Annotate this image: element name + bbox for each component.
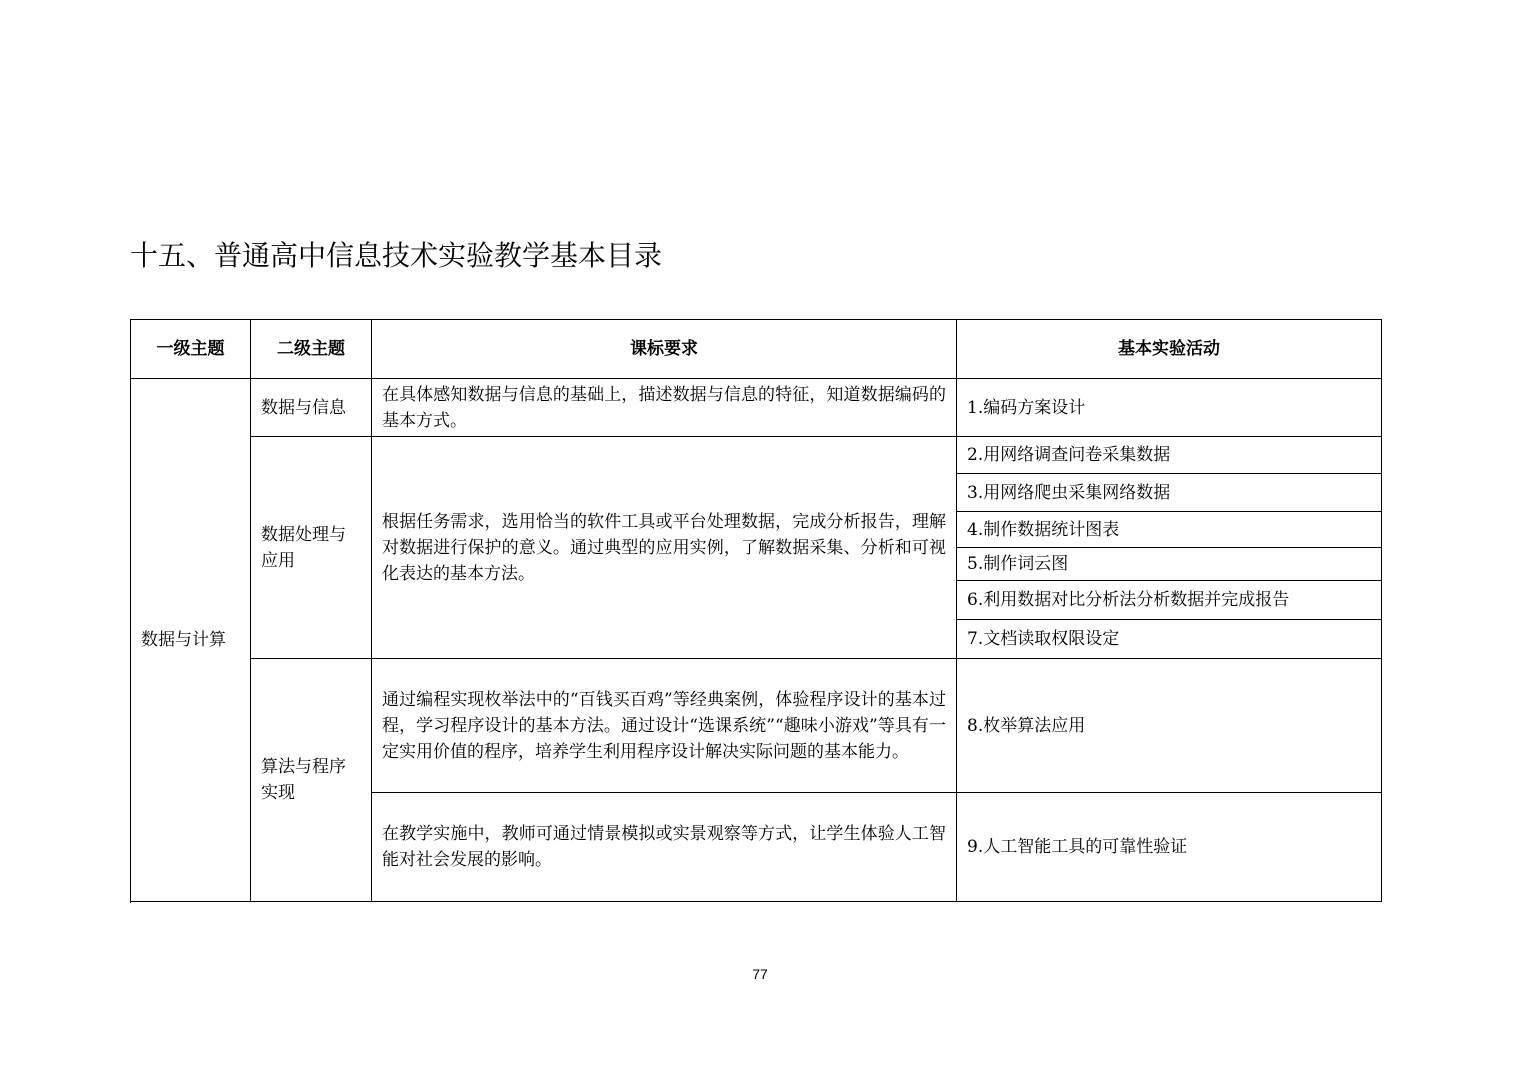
header-requirement: 课标要求: [372, 320, 957, 379]
table-row: [131, 437, 1382, 474]
page-title: 十五、普通高中信息技术实验教学基本目录: [130, 239, 663, 272]
table-row: [131, 379, 1382, 437]
activity-cell: 1.编码方案设计: [957, 379, 1382, 437]
header-topic2: 二级主题: [251, 320, 372, 379]
activity-cell: 4.制作数据统计图表: [957, 512, 1382, 548]
experiment-catalog-table: [130, 319, 1382, 902]
requirement-cell: 在具体感知数据与信息的基础上，描述数据与信息的特征，知道数据编码的基本方式。: [372, 379, 957, 437]
activity-cell: 5.制作词云图: [957, 548, 1382, 581]
topic1-cell: 数据与计算: [131, 379, 251, 902]
topic2-cell: 数据与信息: [251, 379, 372, 437]
requirement-cell: 根据任务需求，选用恰当的软件工具或平台处理数据，完成分析报告，理解对数据进行保护的意义。通过典型的应用实例，了解数据采集、分析和可视化表达的基本方法。: [372, 437, 957, 659]
activity-cell: 3.用网络爬虫采集网络数据: [957, 474, 1382, 512]
table-header-row: [131, 320, 1382, 379]
header-activity: 基本实验活动: [957, 320, 1382, 379]
requirement-cell: 在教学实施中，教师可通过情景模拟或实景观察等方式，让学生体验人工智能对社会发展的影响。: [372, 793, 957, 902]
topic2-cell: 数据处理与应用: [251, 437, 372, 659]
header-topic1: 一级主题: [131, 320, 251, 379]
requirement-cell: 通过编程实现枚举法中的“百钱买百鸡”等经典案例，体验程序设计的基本过程，学习程序设计的基本方法。通过设计“选课系统”“趣味小游戏”等具有一定实用价值的程序，培养学生利用程序设计解决实际问题的基本能力。: [372, 659, 957, 793]
activity-cell: 6.利用数据对比分析法分析数据并完成报告: [957, 581, 1382, 620]
activity-cell: 2.用网络调查问卷采集数据: [957, 437, 1382, 474]
activity-cell: 9.人工智能工具的可靠性验证: [957, 793, 1382, 902]
activity-cell: 7.文档读取权限设定: [957, 620, 1382, 659]
topic2-cell: 算法与程序实现: [251, 659, 372, 902]
page-number: 77: [752, 966, 768, 982]
activity-cell: 8.枚举算法应用: [957, 659, 1382, 793]
table-row: [131, 659, 1382, 793]
